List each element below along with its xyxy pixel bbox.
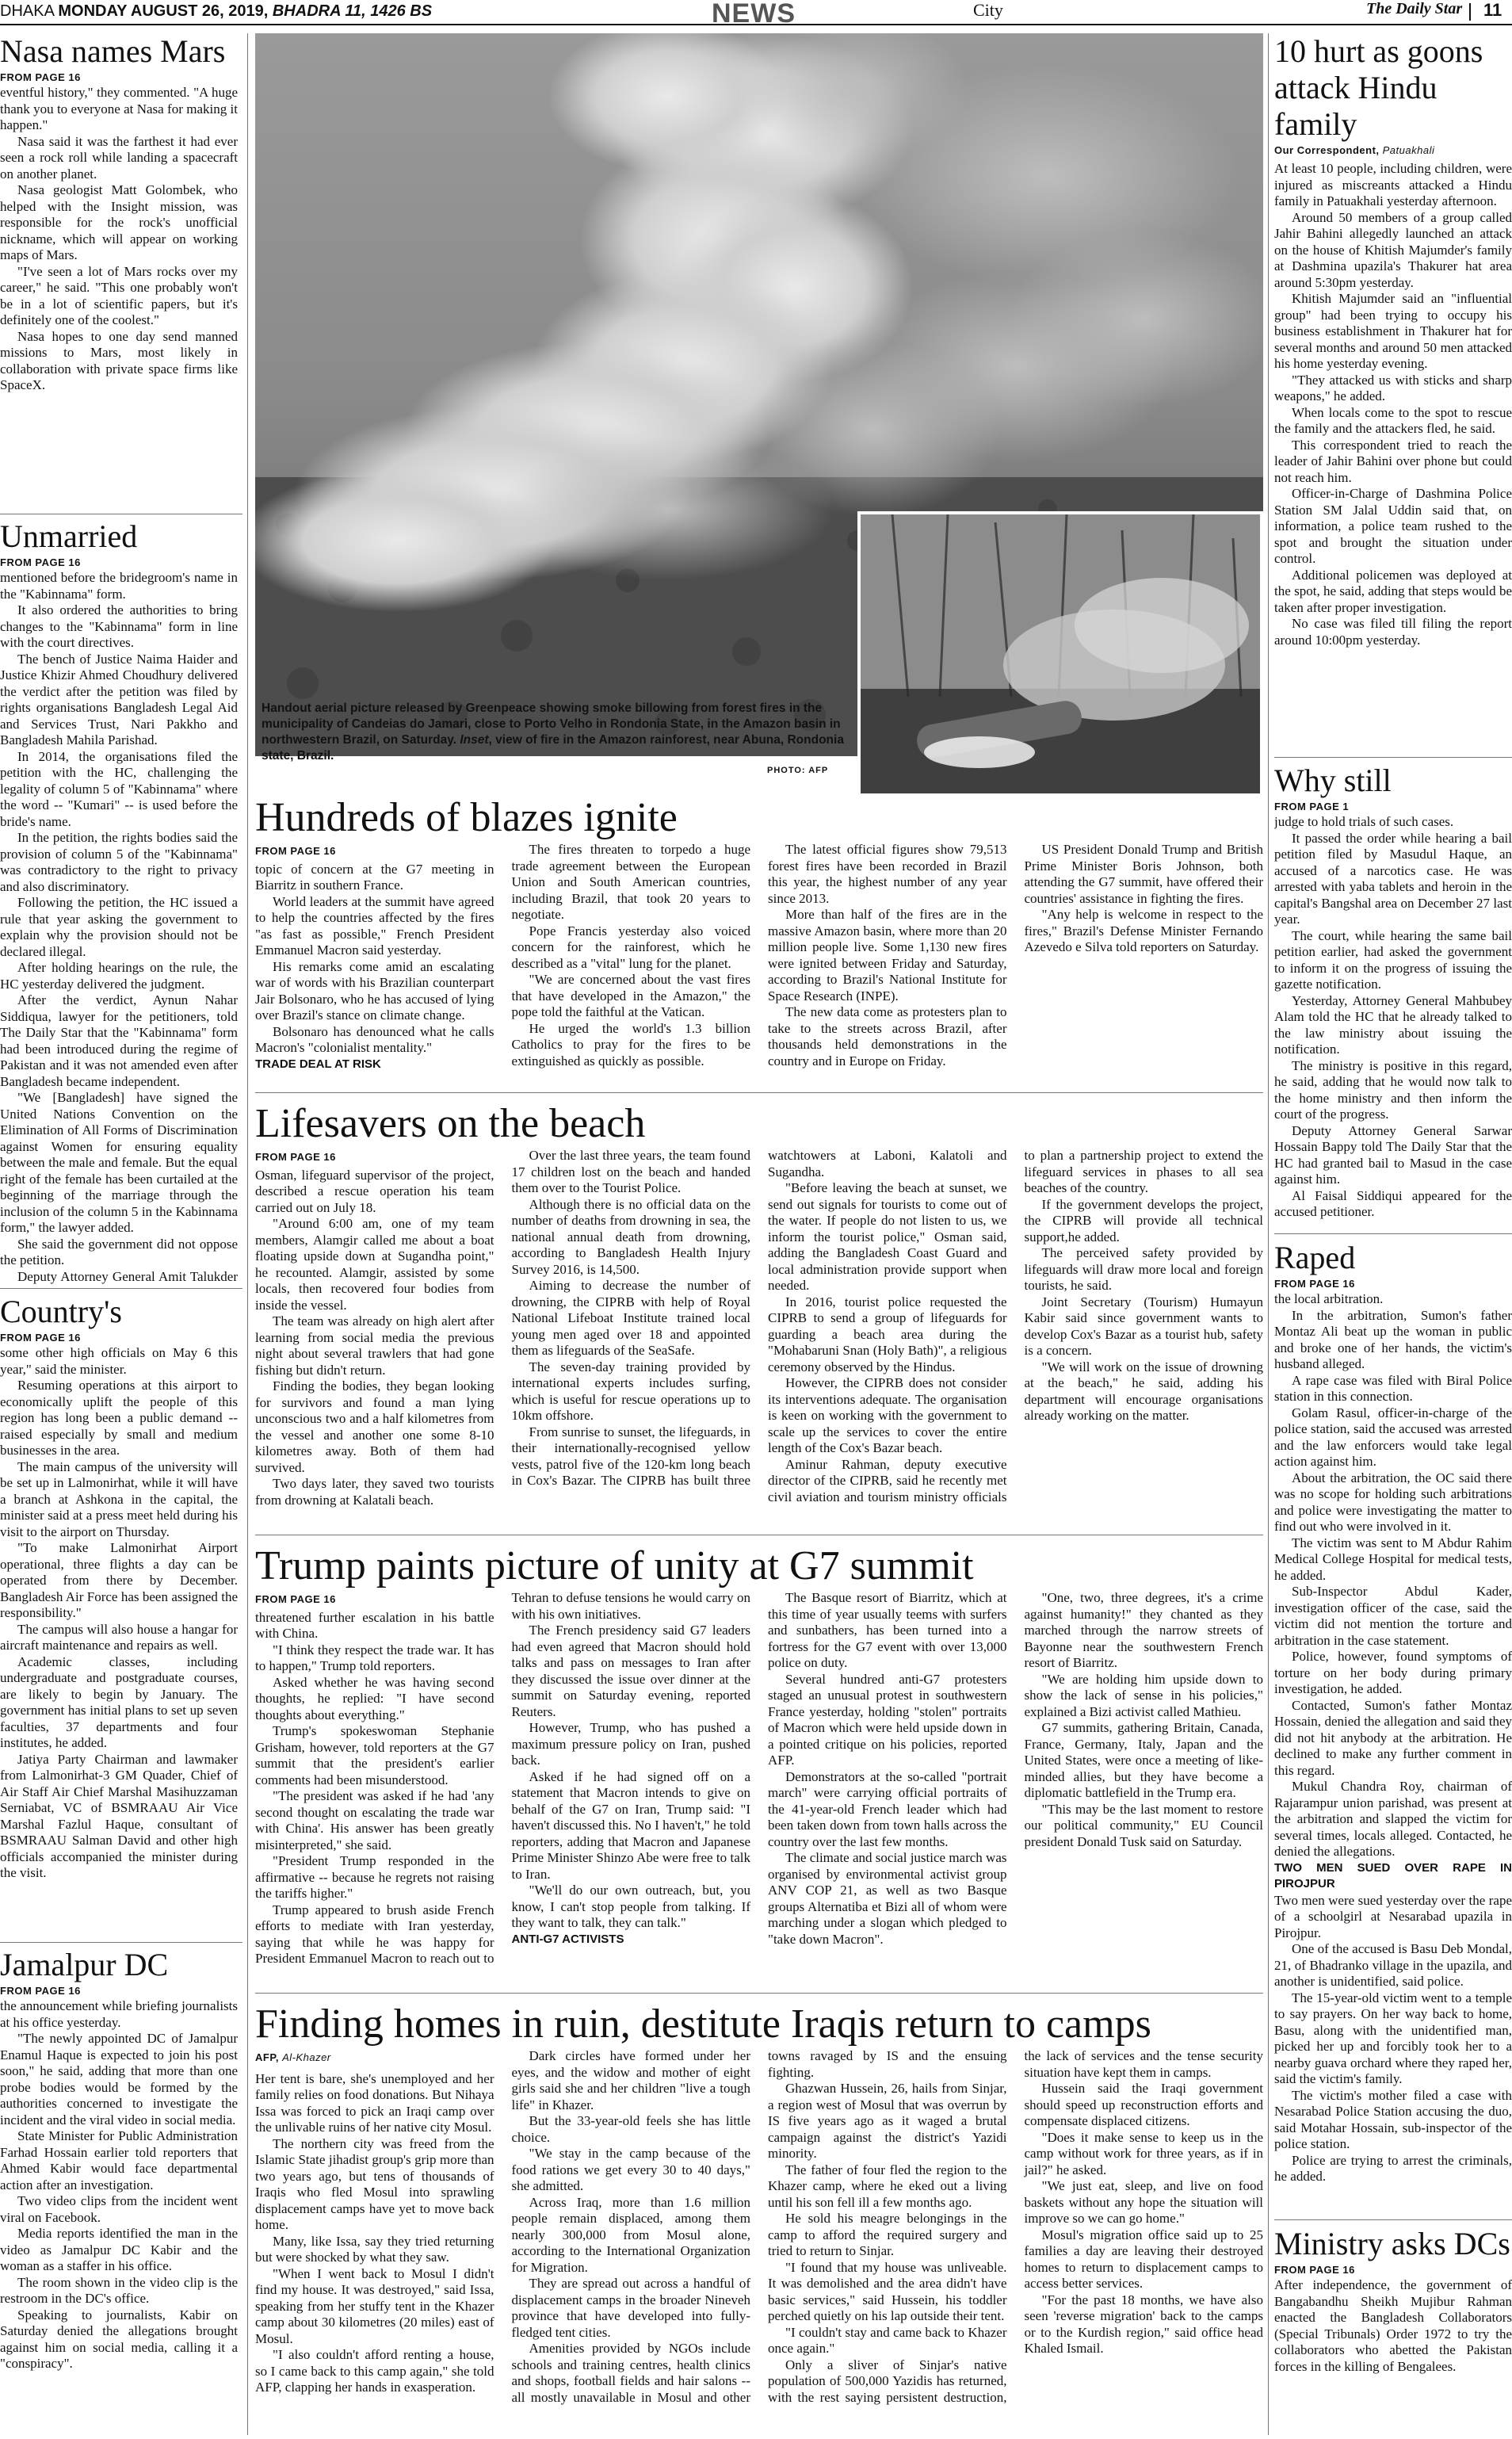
paragraph: "We will work on the issue of drowning at the beach," he said, adding his department will encourage organisations already working on the matter. [1024,1359,1263,1423]
paragraph: From sunrise to sunset, the lifeguards, in their internationally-recognised yellow vests, patrol five of the 120-km long beach in Cox's Bazar. The CIPRB has built three watchtowers at Laboni, Kalatoli and Sugandha. [511,1148,1007,1488]
paragraph: "I also couldn't afford renting a house, so I came back to this camp again," she told AFP, clapping her hands in exasperation. [255,2347,494,2395]
story-lifesavers [255,1100,1263,1530]
paragraph: Officer-in-Charge of Dashmina Police Station SM Jalal Uddin said that, on information, a police team rushed to the spot and brought the situation under control. [1274,486,1512,566]
paragraph: Nasa hopes to one day send manned missions to Mars, most likely in collaboration with private space firms like SpaceX. [0,328,238,392]
paragraph: "For the past 18 months, we have also seen 'reverse migration' back to the camps or to the Kurdish region," said office head Khaled Ismail. [1024,2292,1263,2356]
paragraph: Amenities provided by NGOs include schools and training centres, health clinics and shops, football fields and hair salons -- all mostly unavailable in Mosul and other towns ravaged by IS and the ensuing fighting. [511,2048,1007,2405]
paragraph: some other high officials on May 6 this year," said the minister. [0,1345,238,1377]
paragraph: Mukul Chandra Roy, chairman of Rajarampur union parishad, was present at the arbitration and slapped the victim for several times, locals alleged. Contacted, he denied the allegations. [1274,1779,1512,1859]
paragraph: In the arbitration, Sumon's father Montaz Ali beat up the woman in public and broke one of her hands, the victim's husband alleged. [1274,1307,1512,1371]
byline [255,2050,494,2066]
paragraph: He urged the world's 1.3 billion Catholics to pray for the fires to be extinguished as quickly as possible. [511,1020,750,1068]
rule-after-trump [255,1993,1263,1994]
paragraph: The main campus of the university will be set up in Lalmonirhat, while it will have a branch at Ashkona in the capital, the minister said at a press meet held during his visit to the airport on Thursday. [0,1458,238,1539]
paragraph: The climate and social justice march was organised by environmental activist group ANV COP 21, as well as two Basque groups Alternatiba et Bizi all of whom were marching under a slogan which pledged to "take down Macron". [768,1850,1007,1947]
story-nasa-mars [0,33,238,509]
dateline: FROM PAGE 16 [0,1332,81,1344]
subhead: TRADE DEAL AT RISK [255,1057,381,1071]
paragraph: The room shown in the video clip is the restroom in the DC's office. [0,2274,238,2306]
rule-after-country [0,1942,242,1943]
paragraph: Golam Rasul, officer-in-charge of the police station, said the accused was arrested and the law enforcers would take legal action against him. [1274,1405,1512,1469]
paragraph: Although there is no official data on the number of deaths from drowning in sea, the national annual death from drowning, according to Bangladesh Health Injury Survey 2016, is 14,500. [511,1196,750,1277]
paragraph: A rape case was filed with Biral Police station in this connection. [1274,1372,1512,1404]
paragraph: After independence, the government of Bangabandhu Sheikh Mujibur Rahman enacted the Bangladesh Collaborators (Special Tribunals) Order 1972 to try the collaborators who abetted the Pakistan forces in the killing of Bengalees. [1274,2277,1512,2374]
paragraph: "We'll do our own outreach, but, you know, I can't stop people from talking. If they want to talk, they can talk." [511,1883,750,1930]
dateline: FROM PAGE 16 [255,845,336,857]
paragraph: judge to hold trials of such cases. [1274,814,1454,829]
rule-after-raped [1274,2219,1512,2220]
byline-agency: AFP, [255,2051,279,2063]
paragraph: mentioned before the bridegroom's name in the "Kabinnama" form. [0,570,238,602]
story-iraq-camps [255,2001,1263,2435]
byline-location: Patuakhali [1382,144,1435,156]
header-bengali-date: BHADRA 11, 1426 BS [272,2,433,20]
paragraph: "This may be the last moment to restore our political community," EU Council president Donald Tusk said on Saturday. [1024,1801,1263,1849]
paragraph: Two video clips from the incident went viral on Facebook. [0,2193,238,2225]
paragraph: Mosul's migration office said up to 25 families a day are leaving their destroyed homes to return to displacement camps to access better services. [1024,2227,1263,2291]
paragraph: Police are trying to arrest the criminals, he added. [1274,2152,1512,2184]
header-section: NEWS [712,0,796,29]
page-header [0,0,1512,29]
paragraph: The campus will also house a hangar for aircraft maintenance and repairs as well. [0,1621,238,1653]
paragraph: Over the last three years, the team found 17 children lost on the beach and handed them over to the Tourist Police. [511,1148,750,1195]
paragraph: Police, however, found symptoms of torture on her body during primary investigation, he added. [1274,1649,1512,1696]
paragraph: Bolsonaro has denounced what he calls Macron's "colonialist mentality." [255,1023,494,1055]
byline-location: Al-Khazer [282,2051,331,2063]
dateline: FROM PAGE 16 [1274,2264,1355,2276]
story-why-still [1274,763,1512,1229]
paragraph: Two men were sued yesterday over the rape of a schoolgirl at Nesarabad upazila in Pirojpur. [1274,1892,1512,1940]
paragraph: The perceived safety provided by lifeguards will draw more local and foreign tourists, he said. [1024,1245,1263,1293]
headline-raped: Raped [1274,1240,1356,1275]
paragraph: Sub-Inspector Abdul Kader, investigation officer of the case, said the victim did not mention the torture and arbitration in the case statement. [1274,1584,1512,1648]
headline-ministry-dcs: Ministry asks DCs [1274,2226,1510,2261]
paragraph: This correspondent tried to reach the leader of Jahir Bahini over phone but could not reach him. [1274,437,1512,485]
paragraph: It passed the order while hearing a bail petition filed by Masudul Haque, an accused of a narcotics case. He was arrested with yaba tablets and heroin in the capital's Bangshal area on December 27 last year. [1274,830,1512,927]
story-blazes [255,794,1263,1088]
paragraph: Her tent is bare, she's unemployed and her family relies on food donations. But Nihaya Issa was forced to pick an Iraqi camp over the unlivable ruins of her native city Mosul. [255,2070,494,2135]
byline [1274,144,1512,156]
paragraph: The ministry is positive in this regard, he said, adding that he would now talk to the home ministry and then inform the court of the progress. [1274,1057,1512,1122]
paragraph: "When I went back to Mosul I didn't find my house. It was destroyed," said Issa, speaking from her stuffy tent in the Khazer camp about 30 kilometres (20 miles) east of Mosul. [255,2265,494,2346]
paragraph: The fires threaten to torpedo a huge trade agreement between the European Union and South American countries, including Brazil, that took 20 years to negotiate. [511,842,750,922]
paragraph: However, Trump, who has pushed a maximum pressure policy on Iran, pushed back. [511,1720,750,1768]
story-body [255,1590,1263,1978]
paragraph: Academic classes, including undergraduate and postgraduate courses, are likely to begin by January. The government has initial plans to set up seven faculties, 37 departments and four institutes, he added. [0,1653,238,1750]
headline-country: Country's [0,1294,122,1329]
story-body [1274,161,1512,648]
paragraph: Hussein said the Iraqi government should speed up reconstruction efforts and compensate displaced citizens. [1024,2081,1263,2128]
paragraph: Trump appeared to brush aside French efforts to mediate with Iran yesterday, saying that while he was happy for President Emmanuel Macron to reach out to Tehran to defuse tensions he would carry on with his own initiatives. [255,1590,750,1966]
paragraph: US President Donald Trump and British Prime Minister Boris Johnson, both attending the G7 summit, have offered their countries' assistance in fighting the fires. [1024,842,1263,906]
paragraph: Aminur Rahman, deputy executive director of the CIPRB, said he recently met civil aviation and tourism ministry officials to plan a partnership project to extend the lifeguard services in phases to all sea beaches of the country. [768,1148,1263,1504]
paragraph: The Basque resort of Biarritz, which at this time of year usually teems with surfers and sunbathers, has been turned into a fortress for the G7 event with over 13,000 police on duty. [768,1590,1007,1670]
paragraph: World leaders at the summit have agreed to help the countries affected by the fires "as fast as possible," French President Emmanuel Macron said yesterday. [255,893,494,958]
paragraph: Deputy Attorney General Amit Talukder [17,1268,238,1284]
paragraph: Finding the bodies, they began looking for survivors and found a man lying unconscious two and a half kilometres from the vessel and another one some 8-10 kilometres away. Both of them had survived. [255,1378,494,1475]
paragraph: "I've seen a lot of Mars rocks over my career," he said. "This one probably won't be in a lot of scientific papers, but it's definitely one of the coolest." [0,263,238,327]
paragraph: Khitish Majumder said an "influential group" had been trying to occupy his business establishment in Thakurer hat for several months and around 50 men attacked his home yesterday evening. [1274,291,1512,371]
paragraph: The latest official figures show 79,513 forest fires have been recorded in Brazil this year, the highest number of any year since 2013. [768,842,1007,906]
byline-correspondent: Our Correspondent, [1274,144,1380,156]
paragraph: Across Iraq, more than 1.6 million people remain displaced, among them nearly 300,000 from Mosul alone, according to the International Organization for Migration. [511,2194,750,2275]
paragraph: "We [Bangladesh] have signed the United Nations Convention on the Elimination of All Forms of Discrimination against Women for ensuring equality between the male and female. But the equal right of the female has been curtailed at the beginning of the marriage through the inclusion of the column 5 in the Kabinnama form," the lawyer added. [0,1090,238,1235]
paragraph: the local arbitration. [1274,1291,1384,1306]
headline-why-still: Why still [1274,763,1392,798]
paragraph: "We are holding him upside down to show the lack of sense in his policies," explained a Bizi activist called Mathieu. [1024,1671,1263,1719]
paragraph: "We just eat, sleep, and live on food baskets without any hope the situation will improve so we can go home." [1024,2178,1263,2226]
story-body [0,570,238,1284]
column-rule-left [247,33,248,2435]
subhead: ANTI-G7 ACTIVISTS [511,1932,624,1946]
paragraph: Media reports identified the man in the video as Jamalpur DC Kabir and the woman as a staffer in his office. [0,2226,238,2273]
headline-jamalpur: Jamalpur DC [0,1947,169,1982]
photo-credit: PHOTO: AFP [767,766,829,775]
paragraph: The 15-year-old victim went to a temple to say prayers. On her way back to home, Basu, along with the unidentified man, picked her up and forcibly took her to a nearby guava orchard where they raped her, said the victim's family. [1274,1990,1512,2086]
paragraph: He sold his meagre belongings in the camp to afford the required surgery and tried to return to Sinjar. [768,2211,1007,2258]
paragraph: The victim was sent to M Abdur Rahim Medical College Hospital for medical tests, he added. [1274,1535,1512,1583]
paragraph: In the petition, the rights bodies said the provision of column 5 of the "Kabinnama" was contradictory to the right to privacy and also discriminatory. [0,830,238,894]
caption-inset-label: Inset [460,733,489,747]
paragraph: Dark circles have formed under her eyes, and the widow and mother of eight girls said she and her children "live a tough life" in Khazer. [511,2048,750,2112]
paragraph: "Any help is welcome in respect to the fires," Brazil's Defense Minister Fernando Azevedo e Silva told reporters on Saturday. [1024,907,1263,954]
story-body [0,1345,238,1882]
paragraph: "We stay in the camp because of the food rations we get every 30 to 40 days," she admitted. [511,2146,750,2193]
paragraph: One of the accused is Basu Deb Mondal, 21, of Bhadranko village in the upazila, and another is unidentified, said police. [1274,1941,1512,1989]
photo-caption [262,701,848,764]
paragraph: Contacted, Sumon's father Montaz Hossain, denied the allegation and said they did not hit anybody at the arbitration. He declined to make any further comment in this regard. [1274,1697,1512,1778]
paragraph: "One, two, three degrees, it's a crime against humanity!" they chanted as they marched through the narrow streets of Bayonne near the southwestern French resort of Biarritz. [1024,1590,1263,1670]
header-subsection: City [973,0,1003,20]
paragraph: Demonstrators at the so-called "portrait march" were carrying official portraits of the 41-year-old French leader which had been taken down from town halls across the country over the last few months. [768,1768,1007,1849]
headline-unmarried: Unmarried [0,518,138,554]
caption-main: Handout aerial picture released by Greenpeace showing smoke billowing from forest fires in the municipality of Candeias do Jamari, close to Porto Velho in Rondonia State, in the Amazon basin in northwestern Brazil, on Saturday. [262,701,841,747]
paragraph: After the verdict, Aynun Nahar Siddiqua, lawyer for the petitioners, told The Daily Star that the "Kabinnama" form had been introduced during the regime of Pakistan and it was not amended even after Bangladesh became independent. [0,992,238,1089]
paragraph: More than half of the fires are in the massive Amazon basin, where more than 20 million people live. Some 1,130 new fires were ignited between Friday and Saturday, according to Brazil's National Institute for Space Research (INPE). [768,907,1007,1004]
story-jamalpur [0,1947,238,2435]
paragraph: The French presidency said G7 leaders had even agreed that Macron should hold talks and pass on messages to Iran after they discussed the issue over dinner at the summit on Saturday evening, reported Reuters. [511,1623,750,1719]
paragraph: Pope Francis yesterday also voiced concern for the rainforest, which he described as a "vital" lung for the planet. [511,923,750,971]
paragraph: eventful history," they commented. "A huge thank you to everyone at Nasa for making it happen." [0,85,238,132]
dateline: FROM PAGE 16 [0,556,81,568]
dateline: FROM PAGE 16 [0,71,81,83]
paragraph: topic of concern at the G7 meeting in Biarritz in southern France. [255,861,494,893]
paragraph: But the 33-year-old feels she has little choice. [511,2113,750,2145]
paragraph: "They attacked us with sticks and sharp weapons," he added. [1274,372,1512,403]
inset-fire-image [861,514,1260,793]
paragraph: Nasa said it was the farthest it had ever seen a rock roll while landing a spacecraft on another planet. [0,133,238,182]
subhead: TWO MEN SUED OVER RAPE IN PIROJPUR [1274,1860,1512,1890]
paragraph: Deputy Attorney General Sarwar Hossain Bappy told The Daily Star that the HC had granted bail to Masud in the case against him. [1274,1122,1512,1187]
story-ministry-dcs [1274,2226,1512,2435]
paragraph: "Does it make sense to keep us in the camp without work for three years, as if in jail?" he asked. [1024,2129,1263,2177]
dateline: FROM PAGE 16 [255,1593,336,1605]
headline-nasa-mars: Nasa names Mars [0,33,226,69]
paragraph: It also ordered the authorities to bring changes to the "Kabinnama" form in line with the court directives. [0,602,238,650]
paragraph: His remarks come amid an escalating war of words with his Brazilian counterpart Jair Bolsonaro, who he has accused of lying over Brazil's stance on climate change. [255,958,494,1023]
paragraph: Jatiya Party Chairman and lawmaker from Lalmonirhat-3 GM Quader, Chief of Air Staff Air Chief Marshal Masihuzzaman Serniabat, VC of BSMRAAU Air Vice Marshal Fazlul Haque, consultant of BSMRAAU Salman David and other high officials accompanied the minister during the visit. [0,1751,238,1880]
paragraph: "I couldn't stay and came back to Khazer once again." [768,2324,1007,2356]
headline-blazes: Hundreds of blazes ignite [255,795,678,840]
paragraph: Several hundred anti-G7 protesters staged an unusual protest in southwestern France yesterday, holding "stolen" portraits of Macron which were held upside down in a pointed critique on his policies, reported AFP. [768,1671,1007,1768]
header-dhaka: DHAKA [0,2,54,20]
paragraph: Ghazwan Hussein, 26, hails from Sinjar, a region west of Mosul that was overrun by IS five years ago as it waged a brutal campaign against the district's Yazidi minority. [768,2081,1007,2161]
story-unmarried [0,518,238,1284]
dateline: FROM PAGE 16 [1274,1278,1355,1290]
paragraph: The bench of Justice Naima Haider and Justice Khizir Ahmed Choudhury delivered the verdict after the petition was filed by rights organisations Bangladesh Legal Aid and Services Trust, Nari Pakkho and Bangladesh Mahila Parishad. [0,651,238,747]
paragraph: Trump's spokeswoman Stephanie Grisham, however, told reporters at the G7 summit that the president's earlier comments had been misunderstood. [255,1723,494,1787]
rule-after-goons [1274,757,1512,758]
paragraph: Yesterday, Attorney General Mahbubey Alam told the HC that he already talked to the law ministry about issuing the notification. [1274,992,1512,1057]
paragraph: The victim's mother filed a case with Nesarabad Police Station accusing the duo, said Motahar Hossain, sub-inspector of the police station. [1274,2087,1512,2151]
story-country [0,1294,238,1937]
paragraph: The court, while hearing the same bail petition earlier, had asked the government to inform it on the progress of issuing the gazette notification. [1274,927,1512,992]
paragraph: Following the petition, the HC issued a rule that year asking the government to explain why the provision should not be declared illegal. [0,895,238,959]
dateline: FROM PAGE 16 [0,1985,81,1997]
rule-after-whystill [1274,1233,1512,1234]
paragraph: Osman, lifeguard supervisor of the project, described a rescue operation his team carried out on July 18. [255,1167,494,1215]
header-paper-logo: The Daily Star [1366,0,1463,17]
headline-iraq-camps: Finding homes in ruin, destitute Iraqis return to camps [255,2001,1151,2047]
paragraph: Only a sliver of Sinjar's native population of 500,000 Yazidis has returned, with the rest saying persistent destruction, the lack of services and the tense security situation have kept them in camps. [768,2048,1263,2405]
paragraph: "The newly appointed DC of Jamalpur Enamul Haque is expected to join his post soon," he said, adding that more than one probe bodies would be formed by the authorities concerned to investigate the incident and the viral video in social media. [0,2031,238,2127]
paragraph: They are spread out across a handful of displacement camps in the broader Nineveh province that have developed into fully-fledged tent cities. [511,2276,750,2340]
story-raped [1274,1240,1512,2215]
paragraph: "I think they respect the trade war. It has to happen," Trump told reporters. [255,1642,494,1673]
paragraph: "To make Lalmonirhat Airport operational, three flights a day can be operated from there by December. Bangladesh Air Force has been assigned the responsibility." [0,1540,238,1620]
inset-photo-fire [857,511,1263,797]
paragraph: Two days later, they saved two tourists from drowning at Kalatali beach. [255,1476,494,1508]
story-body [1274,814,1512,1221]
paragraph: "Around 6:00 am, one of my team members, Alamgir called me about a boat floating upside down at Sugandha point," he recounted. Alamgir, assisted by some locals, then recovered four bodies from inside the vessel. [255,1216,494,1313]
paragraph: When locals come to the spot to rescue the family and the attackers fled, he said. [1274,404,1512,436]
paragraph: At least 10 people, including children, were injured as miscreants attacked a Hindu family in Patuakhali yesterday afternoon. [1274,161,1512,208]
story-body [255,1148,1263,1520]
paragraph: "I found that my house was unliveable. It was demolished and the area didn't have basic services," said Hussein, his toddler perched quietly on his lap outside their tent. [768,2259,1007,2323]
story-body [0,1998,238,2372]
paragraph: The seven-day training provided by international experts includes surfing, which is useful for rescue operations up to 10km offshore. [511,1359,750,1423]
paragraph: threatened further escalation in his battle with China. [255,1609,494,1641]
paragraph: About the arbitration, the OC said there was no scope for holding such arbitrations and police were investigating the matter to find out who were involved in it. [1274,1470,1512,1534]
paragraph: Joint Secretary (Tourism) Humayun Kabir said since government wants to develop Cox's Bazar as a tourist hub, safety is a concern. [1024,1294,1263,1358]
paragraph: Around 50 members of a group called Jahir Bahini allegedly launched an attack on the house of Khitish Majumder's family at Dashmina upazila's Thakurer hat area around 5:30pm yesterday. [1274,209,1512,290]
paragraph: The northern city was freed from the Islamic State jihadist group's grip more than two years ago, but tens of thousands of Iraqis who fled Mosul into sprawling displacement camps have yet to move back home. [255,2135,494,2232]
caption-inset: , view of fire in the Amazon rainforest, near Abuna, Rondonia state, Brazil. [262,733,844,763]
paragraph: Asked if he had signed off on a statement that Macron intends to give on behalf of the G7 on Iran, Trump said: "I haven't discussed this. No I haven't," he told reporters, adding that Macron and Japanese Prime Minister Shinzo Abe were free to talk to Iran. [511,1768,750,1882]
paragraph: If the government develops the project, the CIPRB will provide all technical support,he added. [1024,1196,1263,1244]
headline-lifesavers: Lifesavers on the beach [255,1101,646,1146]
paragraph: Resuming operations at this airport to economically uplift the people of this region has long been a public demand -- raised especially by small and medium businesses in the area. [0,1378,238,1458]
paragraph: the announcement while briefing journalists at his office yesterday. [0,1998,238,2030]
header-date-text: MONDAY AUGUST 26, 2019, [58,2,269,20]
story-body [0,85,238,394]
story-body [255,842,1263,1076]
paragraph: In 2016, tourist police requested the CIPRB to send a group of lifeguards for guarding a beach area during the "Mohabaruni Snan (Holy Bath)", a religious ceremony observed by the Hindus. [768,1294,1007,1374]
paragraph: "President Trump responded in the affirmative -- because he regrets not raising the tariffs higher." [255,1853,494,1901]
header-separator [1469,3,1471,21]
paragraph: Nasa geologist Matt Golombek, who helped with the Insight mission, was responsible for the rock's unofficial nickname, which will appear on working maps of Mars. [0,182,238,262]
paragraph: State Minister for Public Administration Farhad Hossain earlier told reporters that Ahmed Kabir would face departmental action after an investigation. [0,2128,238,2192]
paragraph: The team was already on high alert after learning from social media the previous night about several trawlers that had gone fishing but didn't return. [255,1313,494,1378]
story-body [1274,2277,1512,2375]
paragraph: However, the CIPRB does not consider its interventions adequate. The organisation is keen on working with the government to scale up the services to cover the entire length of the Cox's Bazar beach. [768,1375,1007,1455]
paragraph: G7 summits, gathering Britain, Canada, France, Germany, Italy, Japan and the United States, were once a meeting of like-minded allies, but they have become a diplomatic battlefield in the Trump era. [1024,1720,1263,1800]
story-trump-g7 [255,1543,1263,1988]
headline-goons-attack: 10 hurt as goons attack Hindu family [1274,33,1483,142]
story-body [255,2048,1263,2426]
story-body [1274,1291,1512,2185]
dateline: FROM PAGE 1 [1274,801,1350,812]
rule-after-blazes [255,1092,1263,1093]
paragraph: "The president was asked if he had 'any second thought on escalating the trade war with China'. His answer has been greatly misinterpreted," she said. [255,1788,494,1852]
paragraph: The father of four fled the region to the Khazer camp, where he eked out a living until his son fell ill a few months ago. [768,2162,1007,2210]
paragraph: Asked whether he was having second thoughts, he replied: "I have second thoughts about everything." [255,1674,494,1722]
paragraph: Speaking to journalists, Kabir on Saturday denied the allegations brought against him on social media, calling it a "conspiracy". [0,2307,238,2371]
dateline: FROM PAGE 16 [255,1151,336,1163]
paragraph: Aiming to decrease the number of drowning, the CIPRB with help of Royal National Lifeboat Institute trained local young men aged over 18 and appointed them as lifeguards of the SeaSafe. [511,1278,750,1358]
paragraph: She said the government did not oppose the petition. [0,1236,238,1267]
story-goons-attack [1274,33,1512,751]
paragraph: "We are concerned about the vast fires that have developed in the Amazon," the pope told the faithful at the Vatican. [511,972,750,1019]
paragraph: Al Faisal Siddiqui appeared for the accused petitioner. [1274,1187,1512,1219]
paragraph: In 2014, the organisations filed the petition with the HC, challenging the legality of column 5 of "Kabinnama" where the word -- "Kumari" -- is used before the bride's name. [0,748,238,829]
paragraph: "Before leaving the beach at sunset, we send out signals for tourists to come out of the water. If people do not listen to us, we inform the tourist police," Osman said, adding the Bangladesh Coast Guard and local administration provide support when needed. [768,1180,1007,1293]
paragraph: The new data come as protesters plan to take to the streets across Brazil, after thousands held demonstrations in the country and in Europe on Friday. [768,1004,1007,1068]
paragraph: Many, like Issa, say they tried returning but were shocked by what they saw. [255,2233,494,2265]
paragraph: No case was filed till filing the report around 10:00pm yesterday. [1274,616,1512,648]
header-page-number: 11 [1483,0,1502,20]
paragraph: After holding hearings on the rule, the HC yesterday delivered the judgment. [0,960,238,992]
header-date [0,0,432,22]
headline-trump-g7: Trump paints picture of unity at G7 summit [255,1543,974,1588]
paragraph: Additional policemen was deployed at the spot, he said, adding that steps would be taken after proper investigation. [1274,567,1512,615]
column-rule-right [1268,33,1269,2435]
rule-after-unmarried [0,1288,242,1289]
